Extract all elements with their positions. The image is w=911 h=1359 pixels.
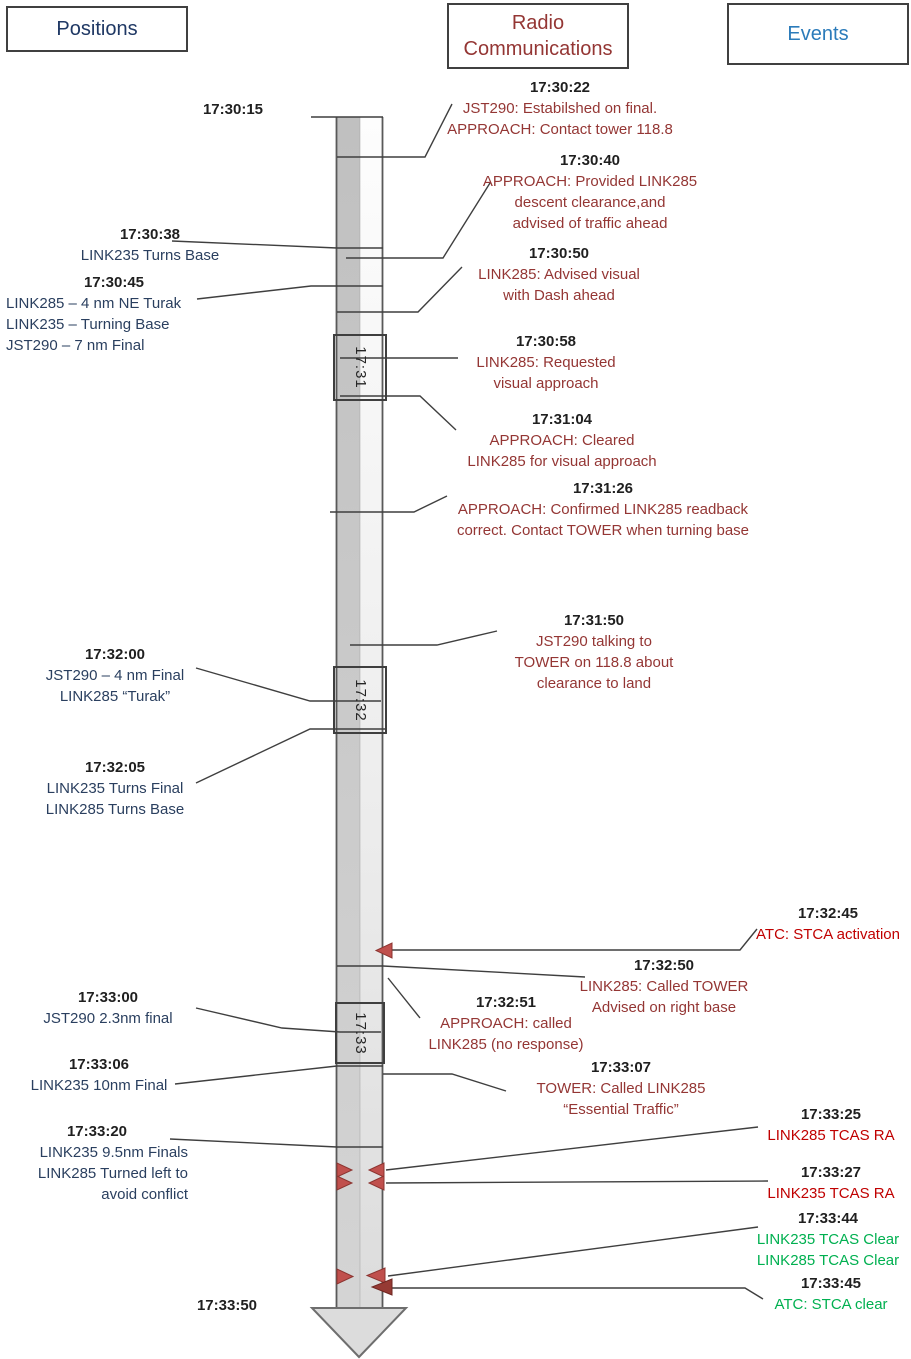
- note-line: LINK235 Turns Base: [80, 247, 220, 264]
- hour-marker-1733: 17:33: [351, 1011, 369, 1055]
- radio-communications-header: [447, 3, 629, 69]
- note-time: 17:32:51: [475, 994, 537, 1011]
- note-line: JST290 – 7 nm Final: [6, 337, 145, 354]
- note-line: JST290 2.3nm final: [43, 1010, 173, 1027]
- note-line: descent clearance,and: [514, 194, 666, 211]
- position-note-173306: [6, 1054, 192, 1096]
- event-note-173245: [748, 903, 908, 945]
- note-line: ATC: STCA activation: [756, 926, 900, 943]
- positions-header: [6, 6, 188, 52]
- note-time: 17:30:40: [559, 152, 621, 169]
- event-note-173345: [756, 1273, 906, 1315]
- note-time: 17:31:50: [563, 612, 625, 629]
- note-line: clearance to land: [536, 675, 652, 692]
- radio-header-label: Radio Communications: [463, 12, 613, 60]
- timeline-start-label: 17:30:15: [202, 101, 264, 118]
- note-time: 17:32:45: [797, 905, 859, 922]
- note-time: 17:33:45: [800, 1275, 862, 1292]
- note-line: APPROACH: Cleared: [489, 432, 635, 449]
- note-time: 17:33:00: [77, 989, 139, 1006]
- note-line: LINK285 TCAS Clear: [756, 1252, 900, 1269]
- hour-marker-1731: 17:31: [351, 346, 369, 389]
- position-note-173200: [22, 644, 208, 707]
- note-line: Advised on right base: [591, 999, 737, 1016]
- radio-note-173126: [435, 478, 771, 541]
- note-time: 17:32:50: [633, 957, 695, 974]
- note-line: with Dash ahead: [503, 287, 615, 304]
- event-note-173344: [748, 1208, 908, 1271]
- position-note-173205: [22, 757, 208, 820]
- radio-note-173104: [438, 409, 686, 472]
- note-line: LINK235 9.5nm Finals: [39, 1144, 188, 1161]
- note-time: 17:32:05: [84, 759, 146, 776]
- note-time: 17:33:07: [590, 1059, 652, 1076]
- timeline-arrowhead-icon: [312, 1308, 406, 1357]
- note-line: APPROACH: Provided LINK285: [482, 173, 698, 190]
- note-time: 17:30:45: [83, 274, 145, 291]
- position-note-173045: [6, 272, 222, 356]
- note-line: APPROACH: Confirmed LINK285 readback: [457, 501, 749, 518]
- note-time: 17:30:50: [528, 245, 590, 262]
- note-time: 17:33:25: [800, 1106, 862, 1123]
- note-line: advised of traffic ahead: [512, 215, 668, 232]
- note-line: JST290 talking to: [536, 633, 652, 650]
- note-line: avoid conflict: [101, 1186, 188, 1203]
- note-line: LINK235 TCAS RA: [767, 1185, 895, 1202]
- event-note-173327: [756, 1162, 906, 1204]
- radio-note-173251: [400, 992, 612, 1055]
- radio-note-173150: [480, 610, 708, 694]
- note-time: 17:32:00: [84, 646, 146, 663]
- note-time: 17:33:27: [800, 1164, 862, 1181]
- radio-note-173022: [438, 77, 682, 140]
- events-header: [727, 3, 909, 65]
- note-line: JST290: Estabilshed on final.: [462, 100, 658, 117]
- position-note-173300: [12, 987, 204, 1029]
- note-line: TOWER on 118.8 about: [514, 654, 674, 671]
- note-time: 17:30:22: [529, 79, 591, 96]
- position-note-173038: [60, 224, 240, 266]
- note-line: LINK235 TCAS Clear: [756, 1231, 900, 1248]
- position-note-173320: [6, 1121, 188, 1205]
- radio-note-173058: [446, 331, 646, 394]
- note-time: 17:31:04: [531, 411, 593, 428]
- note-line: LINK285 Turned left to: [37, 1165, 188, 1182]
- note-line: JST290 – 4 nm Final: [45, 667, 185, 684]
- note-line: APPROACH: Contact tower 118.8: [447, 121, 673, 138]
- note-line: ATC: STCA clear: [774, 1296, 888, 1313]
- radio-note-173307: [508, 1057, 734, 1120]
- stca-arrow-icon: [376, 929, 757, 958]
- note-line: LINK285: Called TOWER: [579, 978, 749, 995]
- radio-note-173050: [446, 243, 672, 306]
- note-line: LINK285: Advised visual: [478, 266, 640, 283]
- note-line: APPROACH: called: [440, 1015, 572, 1032]
- note-line: LINK235 10nm Final: [30, 1077, 168, 1094]
- note-line: correct. Contact TOWER when turning base: [456, 522, 750, 539]
- note-time: 17:33:44: [797, 1210, 859, 1227]
- hour-marker-1732: 17:32: [351, 678, 369, 722]
- event-note-173325: [756, 1104, 906, 1146]
- note-line: LINK285: Requested: [476, 354, 616, 371]
- note-line: LINK285 (no response): [428, 1036, 584, 1053]
- note-line: LINK235 – Turning Base: [6, 316, 170, 333]
- positions-header-label: Positions: [56, 18, 138, 40]
- note-time: 17:31:26: [572, 480, 634, 497]
- note-line: TOWER: Called LINK285: [536, 1080, 706, 1097]
- note-time: 17:33:06: [68, 1056, 130, 1073]
- note-time: 17:33:20: [66, 1123, 128, 1140]
- note-line: LINK285 Turns Base: [45, 801, 185, 818]
- timeline-end-label: 17:33:50: [196, 1297, 258, 1314]
- radio-note-173040: [468, 150, 712, 234]
- note-line: LINK285 – 4 nm NE Turak: [6, 295, 182, 312]
- note-line: LINK285 TCAS RA: [767, 1127, 895, 1144]
- note-line: LINK285 “Turak”: [59, 688, 171, 705]
- note-line: LINK285 for visual approach: [467, 453, 657, 470]
- events-header-label: Events: [787, 23, 849, 45]
- note-line: “Essential Traffic”: [563, 1101, 679, 1118]
- note-line: visual approach: [493, 375, 599, 392]
- note-line: LINK235 Turns Final: [46, 780, 184, 797]
- note-time: 17:30:38: [119, 226, 181, 243]
- note-time: 17:30:58: [515, 333, 577, 350]
